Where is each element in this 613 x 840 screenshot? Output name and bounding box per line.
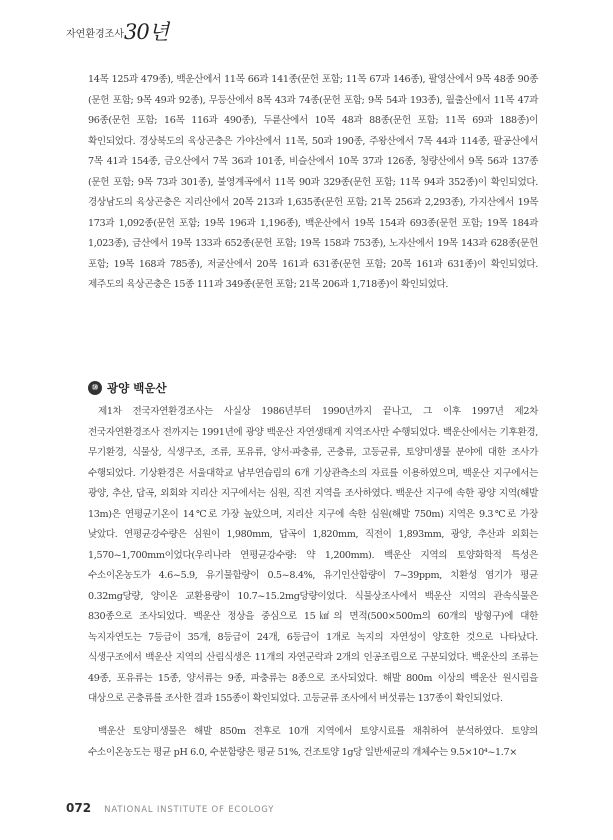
page-number: 072: [66, 801, 92, 815]
section-heading: [88, 378, 167, 398]
body-paragraph-2: 제1차 전국자연환경조사는 사실상 1986년부터 1990년까지 끝나고, 그 이후 1997년 제2차 전국자연환경조사 전까지는 1991년에 광양 백운산 자연생태계 지역조사만 수행되었다. 백운산에서는 기후환경, 무기환경, 식물상, 식생구조, 조류, 포유류, 양서·파충류, 곤충류, 고등균류, 토양미생물 분야에 대한 조사가 수행되었다. 기상환경은 서울대학교 남부연습림의 6개 기상관측소의 자료를 이용하였으며, 백운산 지구에서는 광양, 추산, 답곡, 외회와 지리산 지구에서는 심원, 직전 지역을 조사하였다. 백운산 지구에 속한 광양 지역(해발 13m)은 연평균기온이 14℃로 가장 높았으며, 지리산 지구에 속한 심원(해발 750m) 지역은 9.3℃로 가장 낮았다. 연평균강수량은 심원이 1,980mm, 답곡이 1,820mm, 직전이 1,893mm, 광양, 추산과 외회는 1,570~1,700mm이었다(우리나라 연평균강수량: 약 1,200mm). 백운산 지역의 토양화학적 특성은 수소이온농도가 4.6~5.9, 유기물함량이 0.5~8.4%, 유기인산함량이 7~39ppm, 치환성 염기가 평균 0.32mg당량, 양이온 교환용량이 10.7~15.2mg당량이었다. 식물상조사에서 백운산 지역의 관속식물은 830종으로 조사되었다. 백운산 정상을 중심으로 15㎢의 면적(500×500m의 60개의 방형구)에 대한 녹지자연도는 7등급이 35개, 8등급이 24개, 6등급이 1개로 녹지의 자연성이 양호한 것으로 나타났다. 식생구조에서 백운산 지역의 산림식생은 11개의 자연군락과 2개의 인공조림으로 구분되었다. 백운산의 조류는 49종, 포유류는 15종, 양서류는 9종, 파충류는 8종으로 조사되었다. 해발 800m 이상의 백운산 원시림을 대상으로 곤충류를 조사한 결과 155종이 확인되었다. 고등균류 조사에서 버섯류는 137종이 확인되었다.: [88, 406, 538, 704]
section-number-badge: ⑩: [88, 381, 102, 395]
footer-organization: NATIONAL INSTITUTE OF ECOLOGY: [104, 805, 275, 815]
header-title: 자연환경조사: [66, 29, 124, 40]
body-paragraph-1: 14목 125과 479종), 백운산에서 11목 66과 141종(문헌 포함; 11목 67과 146종), 팔영산에서 9목 48종 90종(문헌 포함; 9목 49과 92종), 무등산에서 8목 43과 74종(문헌 포함; 9목 54과 193종), 월출산에서 11목 47과 96종(문헌 포함; 16목 116과 490종), 두륜산에서 10목 48과 88종(문헌 포함; 11목 69과 188종)이 확인되었다. 경상북도의 육상곤충은 가야산에서 11목, 50과 190종, 주왕산에서 7목 44과 114종, 팔공산에서 7목 41과 154종, 금오산에서 7목 36과 101종, 비슬산에서 10목 37과 126종, 청량산에서 9목 56과 137종(문헌 포함; 9목 73과 301종), 불영계곡에서 11목 90과 329종(문헌 포함; 11목 94과 352종)이 확인되었다. 경상남도의 육상곤충은 지리산에서 20목 213과 1,635종(문헌 포함; 21목 256과 2,293종), 가지산에서 19목 173과 1,092종(문헌 포함; 19목 196과 1,196종), 백운산에서 19목 154과 693종(문헌 포함; 19목 184과 1,023종), 금산에서 19목 133과 652종(문헌 포함; 19목 158과 753종), 노자산에서 19목 143과 628종(문헌 포함; 19목 168과 785종), 저굴산에서 20목 161과 631종(문헌 포함; 20목 161과 631종)이 확인되었다. 제주도의 육상곤충은 15종 111과 349종(문헌 포함; 21목 206과 1,718종)이 확인되었다.: [88, 74, 538, 290]
section-title: 광양 백운산: [107, 381, 167, 395]
body-paragraph-3: 백운산 토양미생물은 해발 850m 전후로 10개 지역에서 토양시료를 채취하여 분석하였다. 토양의 수소이온농도는 평균 pH 6.0, 수분함량은 평균 51%, 건조토양 1g당 일반세균의 개체수는 9.5×10⁴~1.7×: [88, 726, 538, 758]
page-footer: [66, 797, 274, 816]
header-30-years-logo: 30년: [124, 20, 169, 44]
